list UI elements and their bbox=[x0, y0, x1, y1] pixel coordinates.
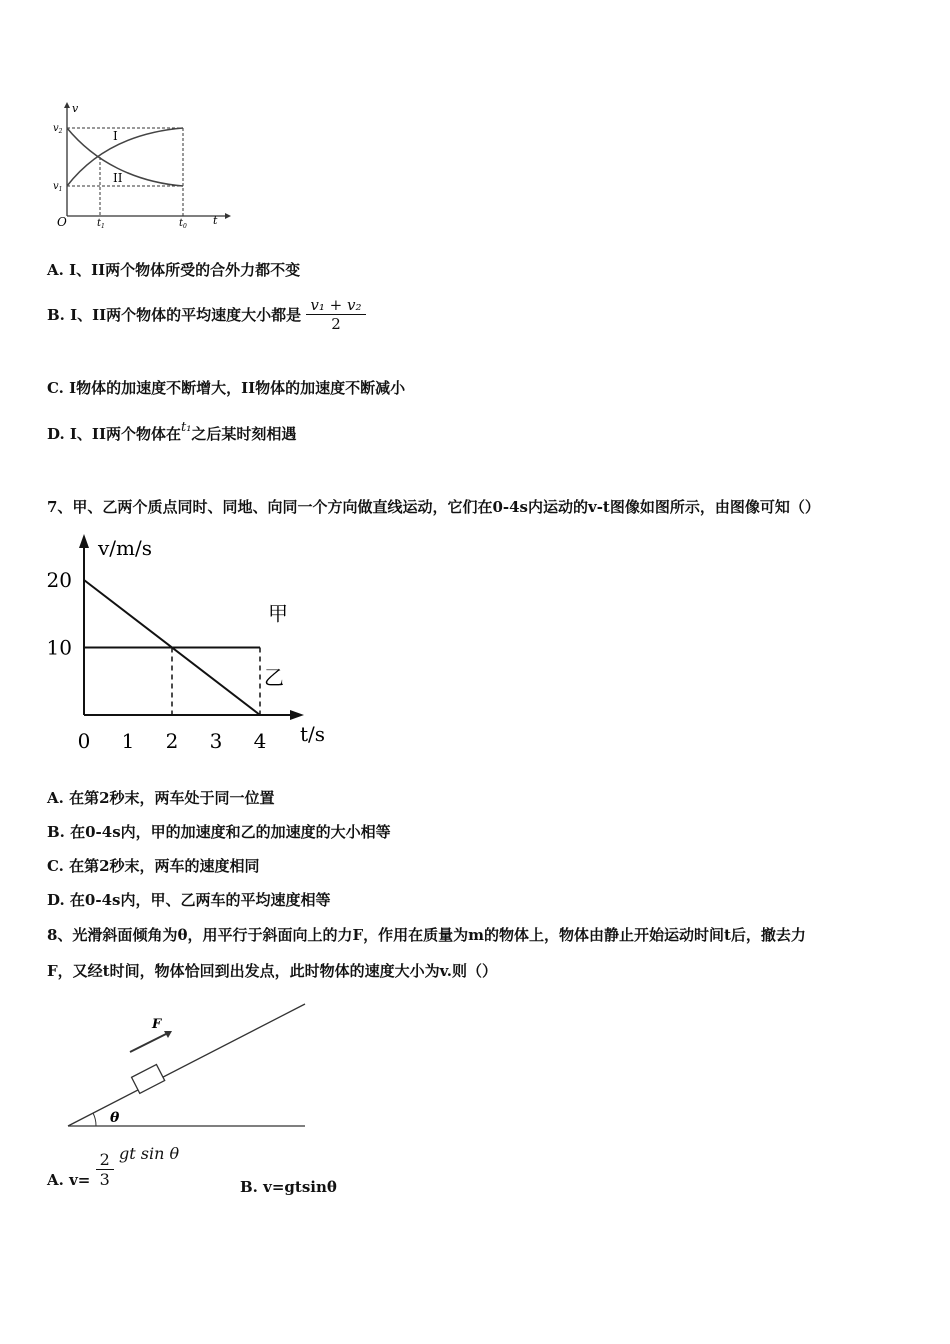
y-tick-label: 10 bbox=[46, 635, 72, 660]
y-axis-arrow bbox=[79, 534, 89, 548]
q7-option-c: C. 在第2秒末，两车的速度相同 bbox=[47, 857, 260, 875]
q6-curve1-label: I bbox=[113, 129, 118, 143]
x-axis-label: t/s bbox=[300, 722, 326, 746]
q7-vt-chart bbox=[40, 530, 340, 760]
q6-x-axis-label: t bbox=[213, 214, 218, 227]
curve-II bbox=[67, 128, 183, 186]
q6-t0-label: $t_0$ bbox=[179, 218, 187, 230]
x-tick-label: 3 bbox=[209, 729, 223, 753]
q6-option-c: C. I物体的加速度不断增大，II物体的加速度不断减小 bbox=[47, 379, 406, 397]
q8-stem-line2: F，又经t时间，物体恰回到出发点，此时物体的速度大小为v.则（） bbox=[47, 962, 498, 980]
q8-stem-line1: 8、光滑斜面倾角为θ，用平行于斜面向上的力F，作用在质量为m的物体上，物体由静止开始运动时间t后，撤去力 bbox=[47, 926, 806, 944]
q7-option-a: A. 在第2秒末，两车处于同一位置 bbox=[47, 789, 275, 807]
q6-vt-figure bbox=[45, 100, 285, 230]
q7-stem: 7、甲、乙两个质点同时、同地、向同一个方向做直线运动，它们在0-4s内运动的v-t图像如图所示，由图像可知（） bbox=[47, 498, 820, 516]
q6-option-b: B. I、II两个物体的平均速度大小都是 $\frac{\text{v₁ + v₂}}{2}$ bbox=[47, 296, 366, 333]
angle-arc bbox=[93, 1113, 96, 1126]
q6-origin-label: O bbox=[57, 215, 67, 229]
q6-option-d: D. I、II两个物体在t₁之后某时刻相遇 bbox=[47, 420, 297, 443]
angle-label: θ bbox=[110, 1110, 120, 1126]
y-axis-label: v/m/s bbox=[98, 536, 153, 560]
x-axis-arrow bbox=[290, 710, 304, 720]
x-tick-label: 2 bbox=[165, 729, 179, 753]
q6-curve2-label: II bbox=[113, 171, 123, 185]
x-tick-label: 0 bbox=[77, 729, 91, 753]
q6-option-b-fraction: $\frac{\text{v₁ + v₂}}{2}$ bbox=[306, 296, 365, 333]
curve-I bbox=[67, 128, 183, 186]
q6-y-axis-label: v bbox=[72, 102, 79, 115]
q7-option-b: B. 在0-4s内，甲的加速度和乙的加速度的大小相等 bbox=[47, 823, 391, 841]
q6-v1-label: $v_1$ bbox=[53, 181, 63, 193]
force-label: F bbox=[152, 1017, 162, 1032]
series-label-2: 乙 bbox=[264, 665, 284, 690]
series-label-1: 甲 bbox=[268, 601, 288, 626]
q8-option-a-fraction: $\frac{2}{3}$ bbox=[96, 1150, 114, 1189]
x-tick-label: 1 bbox=[121, 729, 135, 753]
q6-v2-label: $v_2$ bbox=[53, 123, 63, 135]
q8-option-a: A. v= $\frac{2}{3}$ gt sin θ bbox=[47, 1144, 180, 1189]
q8-option-b: B. v=gtsinθ bbox=[240, 1178, 337, 1196]
x-tick-label: 4 bbox=[253, 729, 267, 753]
q6-t1-label: $t_1$ bbox=[97, 218, 105, 230]
force-arrow bbox=[130, 1033, 168, 1052]
block bbox=[132, 1065, 165, 1094]
q6-option-a: A. I、II两个物体所受的合外力都不变 bbox=[47, 261, 301, 279]
y-tick-label: 20 bbox=[46, 568, 72, 592]
q8-incline-figure bbox=[60, 1000, 340, 1150]
q7-option-d: D. 在0-4s内，甲、乙两车的平均速度相等 bbox=[47, 891, 331, 909]
